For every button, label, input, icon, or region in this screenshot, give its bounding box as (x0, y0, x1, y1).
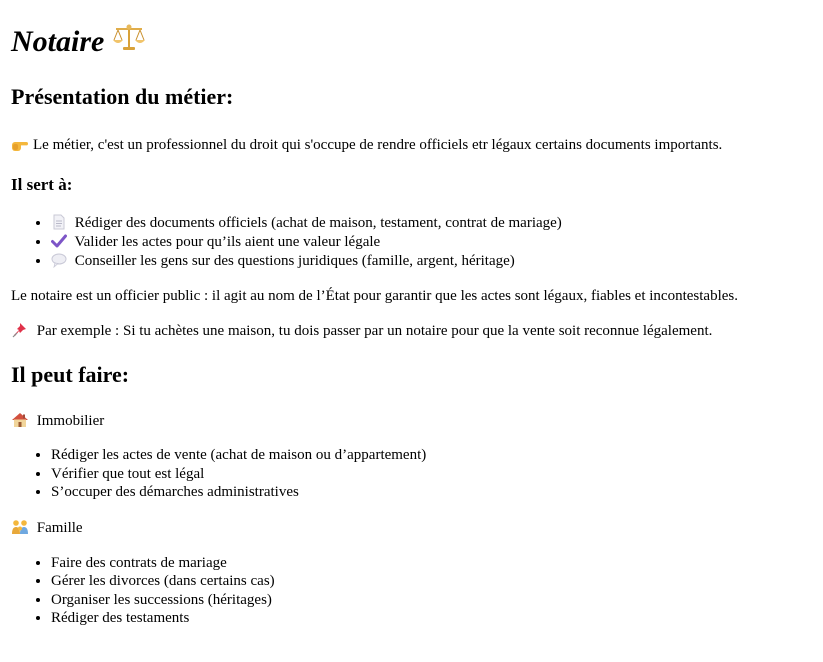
example-text: Par exemple : Si tu achètes une maison, tu dois passer par un notaire pour que la vente soit reconnue légalement. (36, 323, 713, 339)
list-item: • S’occuper des démarches administratives (51, 483, 823, 502)
balance-scale-icon (112, 22, 146, 61)
sert-heading: Il sert à: (11, 175, 73, 194)
sert-item-text: Valider les actes pour qu’ils aient une valeur légale (74, 234, 381, 250)
list-item: • Gérer les divorces (dans certains cas) (51, 572, 823, 591)
pointing-hand-icon (11, 137, 29, 153)
list-item: • Faire des contrats de mariage (51, 554, 823, 573)
sert-item-text: Rédiger des documents officiels (achat de maison, testament, contrat de mariage) (74, 215, 562, 231)
page-title (11, 22, 823, 61)
sert-list (11, 214, 823, 271)
pushpin-icon (11, 322, 29, 338)
check-mark-icon (51, 233, 67, 249)
immobilier-label (11, 411, 823, 431)
list-item: • Vérifier que tout est légal (51, 465, 823, 484)
peut-faire-heading: Il peut faire: (11, 362, 130, 387)
famille-label (11, 518, 823, 538)
intro-text: Le métier, c'est un professionnel du droit qui s'occupe de rendre officiels etr légaux certains documents importants. (33, 137, 723, 153)
page-title-text: Notaire (11, 24, 105, 58)
document-icon (51, 214, 67, 230)
immobilier-text: Immobilier (36, 413, 105, 429)
example-paragraph (11, 321, 823, 341)
family-icon (11, 519, 29, 535)
list-item (51, 252, 823, 271)
officier-paragraph: Le notaire est un officier public : il agit au nom de l’État pour garantir que les actes sont légaux, fiables et incontestables. (11, 288, 738, 304)
house-icon (11, 412, 29, 428)
intro-paragraph (11, 135, 823, 155)
speech-bubble-icon (51, 252, 67, 268)
list-item: • Organiser les successions (héritages) (51, 591, 823, 610)
list-item (51, 214, 823, 233)
famille-text: Famille (36, 519, 83, 536)
immobilier-list (11, 446, 823, 502)
presentation-heading: Présentation du métier: (11, 84, 234, 109)
list-item: • Rédiger les actes de vente (achat de maison ou d’appartement) (51, 446, 823, 465)
famille-list (11, 554, 823, 628)
sert-item-text: Conseiller les gens sur des questions juridiques (famille, argent, héritage) (74, 253, 515, 269)
page (0, 22, 823, 628)
list-item: • Rédiger des testaments (51, 609, 823, 628)
list-item (51, 233, 823, 252)
